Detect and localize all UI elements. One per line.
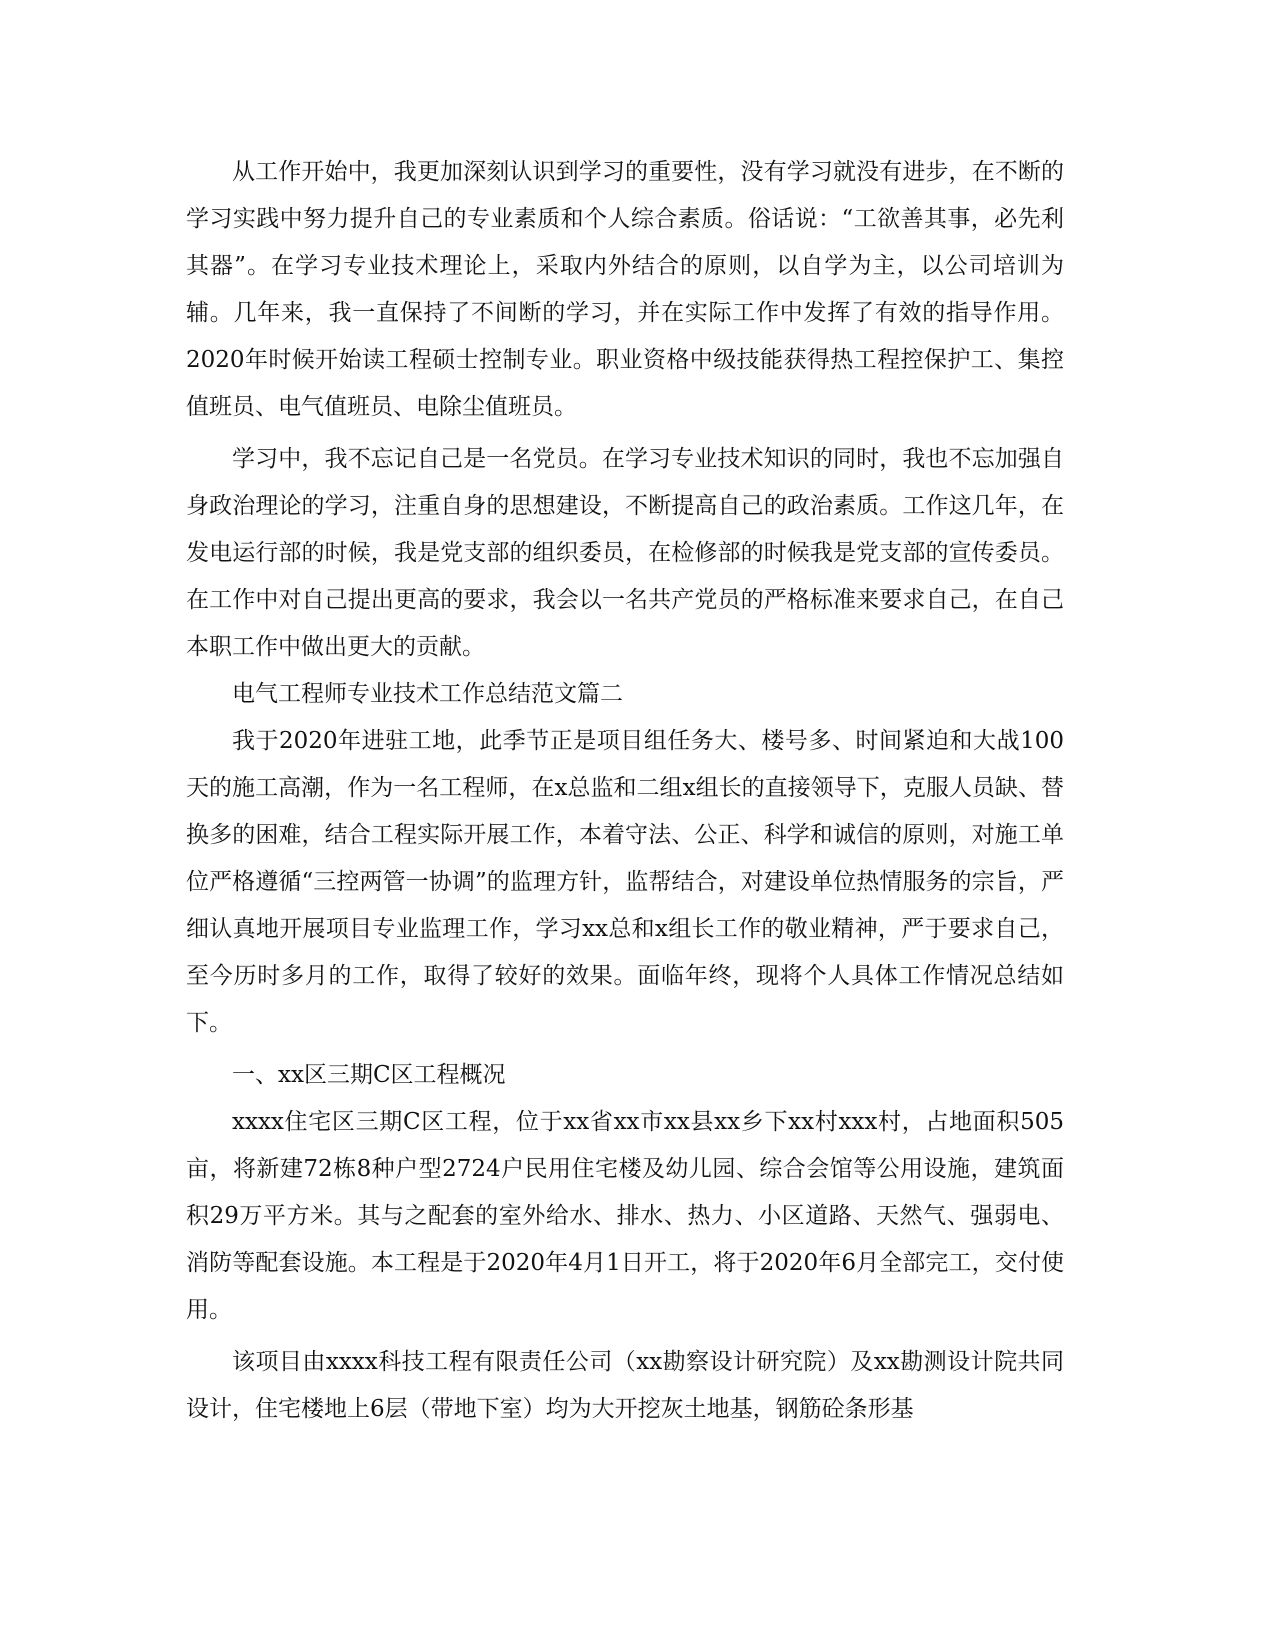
- paragraph-study-importance: 从工作开始中，我更加深刻认识到学习的重要性，没有学习就没有进步，在不断的学习实践中努力提升自己的专业素质和个人综合素质。俗话说：“工欲善其事，必先利其器”。在学习专业技术理论上，采取内外结合的原则，以自学为主，以公司培训为辅。几年来，我一直保持了不间断的学习，并在实际工作中发挥了有效的指导作用。2020年时候开始读工程硕士控制专业。职业资格中级技能获得热工程控保护工、集控值班员、电气值班员、电除尘值班员。: [186, 159, 1064, 420]
- section-heading-project-overview: 一、xx区三期C区工程概况: [232, 1062, 506, 1088]
- section-heading-part-two: 电气工程师专业技术工作总结范文篇二: [232, 681, 623, 707]
- document-body: [186, 149, 1064, 1433]
- paragraph-project-overview: xxxx住宅区三期C区工程，位于xx省xx市xx县xx乡下xx村xxx村，占地面积505亩，将新建72栋8种户型2724户民用住宅楼及幼儿园、综合会馆等公用设施，建筑面积29万平方米。其与之配套的室外给水、排水、热力、小区道路、天然气、强弱电、消防等配套设施。本工程是于2020年4月1日开工，将于2020年6月全部完工，交付使用。: [186, 1109, 1064, 1323]
- paragraph-party-member: 学习中，我不忘记自己是一名党员。在学习专业技术知识的同时，我也不忘加强自身政治理论的学习，注重自身的思想建设，不断提高自己的政治素质。工作这几年，在发电运行部的时候，我是党支部的组织委员，在检修部的时候我是党支部的宣传委员。在工作中对自己提出更高的要求，我会以一名共产党员的严格标准来要求自己，在自己本职工作中做出更大的贡献。: [186, 446, 1064, 660]
- paragraph-project-design: 该项目由xxxx科技工程有限责任公司（xx勘察设计研究院）及xx勘测设计院共同设计，住宅楼地上6层（带地下室）均为大开挖灰土地基，钢筋砼条形基: [186, 1349, 1064, 1422]
- paragraph-site-work: 我于2020年进驻工地，此季节正是项目组任务大、楼号多、时间紧迫和大战100天的施工高潮，作为一名工程师，在x总监和二组x组长的直接领导下，克服人员缺、替换多的困难，结合工程实际开展工作，本着守法、公正、科学和诚信的原则，对施工单位严格遵循“三控两管一协调”的监理方针，监帮结合，对建设单位热情服务的宗旨，严细认真地开展项目专业监理工作，学习xx总和x组长工作的敬业精神，严于要求自己，至今历时多月的工作，取得了较好的效果。面临年终，现将个人具体工作情况总结如下。: [186, 728, 1064, 1036]
